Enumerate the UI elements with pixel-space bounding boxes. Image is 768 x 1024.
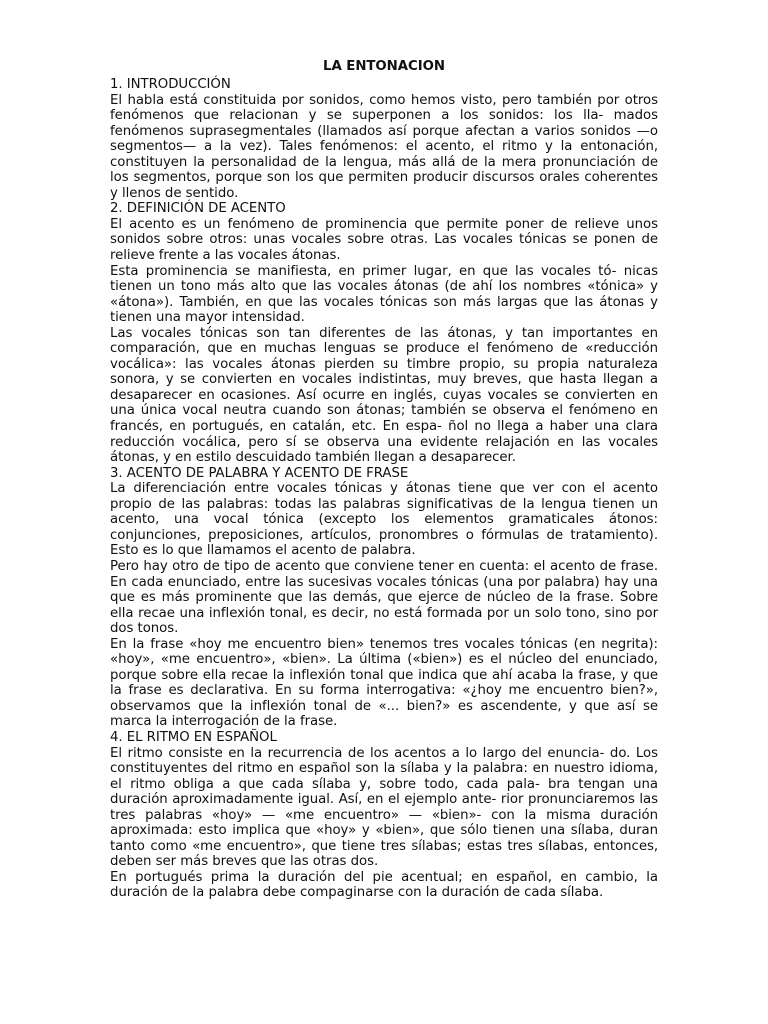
paragraph-reduccion-vocalica: Las vocales tónicas son tan diferentes de las átonas, y tan importantes en comparación, que en muchas lenguas se produce el fenómeno de «reducción vocálica»: las vocales átonas pierden su timbre propio, su propia naturaleza sonora, y se convierten en vocales indistintas, muy breves, que hasta llegan a desaparecer en ocasiones. Así ocurre en inglés, cuyas vocales se convierten en una única vocal neutra cuando son átonas; también se observa el fenómeno en francés, en portugués, en catalán, etc. En espa- ñol no llega a haber una clara reducción vocálica, pero sí se observa una evidente relajación en las vocales átonas, y en estilo descuidado también llegan a desaparecer. (110, 325, 658, 466)
paragraph-introduccion: El habla está constituida por sonidos, como hemos visto, pero también por otros fenómenos que relacionan y se superponen a los sonidos: los lla- mados fenómenos suprasegmentales (llamados así porque afectan a varios sonidos —o segmentos— a la vez). Tales fenómenos: el acento, el ritmo y la entonación, constituyen la personalidad de la lengua, más allá de la mera pronunciación de los segmentos, porque son los que permiten producir discursos orales coherentes y llenos de sentido. (110, 92, 658, 201)
paragraph-acento-tono: Esta prominencia se manifiesta, en primer lugar, en que las vocales tó- nicas tienen un tono más alto que las vocales átonas (de ahí los nombres «tónica» y «átona»). También, en que las vocales tónicas son más largas que las átonas y tienen una mayor intensidad. (110, 263, 658, 326)
document-page (110, 57, 658, 901)
paragraph-ritmo: El ritmo consiste en la recurrencia de los acentos a lo largo del enuncia- do. Los constituyentes del ritmo en español son la sílaba y la palabra: en nuestro idioma, el ritmo obliga a que cada sílaba y, sobre todo, cada pala- bra tengan una duración aproximadamente igual. Así, en el ejemplo ante- rior pronunciaremos las tres palabras «hoy» — «me encuentro» — «bien»- con la misma duración aproximada: esto implica que «hoy» y «bien», que sólo tienen una sílaba, duran tanto como «me encuentro», que tiene tres sílabas; estas tres sílabas, entonces, deben ser más breves que las otras dos. (110, 745, 658, 870)
paragraph-ejemplo-frase: En la frase «hoy me encuentro bien» tenemos tres vocales tónicas (en negrita): «hoy», «me encuentro», «bien». La última («bien») es el núcleo del enunciado, porque sobre ella recae la inflexión tonal que indica que ahí acaba la frase, y que la frase es declarativa. En su forma interrogativa: «¿hoy me encuentro bien?», observamos que la inflexión tonal de «... bien?» es ascendente, y que así se marca la interrogación de la frase. (110, 636, 658, 730)
section-heading-ritmo: 4. EL RITMO EN ESPAÑOL (110, 729, 277, 745)
section-heading-introduccion: 1. INTRODUCCIÓN (110, 77, 231, 92)
paragraph-acento-prominencia: El acento es un fenómeno de prominencia que permite poner de relieve unos sonidos sobre otros: unas vocales sobre otras. Las vocales tónicas se ponen de relieve frente a las vocales átonas. (110, 216, 658, 264)
paragraph-portugues: En portugués prima la duración del pie acentual; en español, en cambio, la duración de la palabra debe compaginarse con la duración de cada sílaba. (110, 869, 658, 901)
paragraph-acento-frase: Pero hay otro de tipo de acento que conviene tener en cuenta: el acento de frase. En cada enunciado, entre las sucesivas vocales tónicas (una por palabra) hay una que es más prominente que las demás, que ejerce de núcleo de la frase. Sobre ella recae una inflexión tonal, es decir, no está formada por un solo tono, sino por dos tonos. (110, 558, 658, 637)
section-heading-definicion-acento: 2. DEFINICIÓN DE ACENTO (110, 201, 286, 217)
document-title: LA ENTONACION (323, 59, 445, 74)
section-heading-acento-palabra-frase: 3. ACENTO DE PALABRA Y ACENTO DE FRASE (110, 465, 409, 481)
paragraph-acento-palabra: La diferenciación entre vocales tónicas y átonas tiene que ver con el acento propio de las palabras: todas las palabras significativas de la lengua tienen un acento, una vocal tónica (excepto los elementos gramaticales átonos: conjunciones, preposiciones, artículos, pronombres o fórmulas de tratamiento). Esto es lo que llamamos el acento de palabra. (110, 481, 658, 559)
